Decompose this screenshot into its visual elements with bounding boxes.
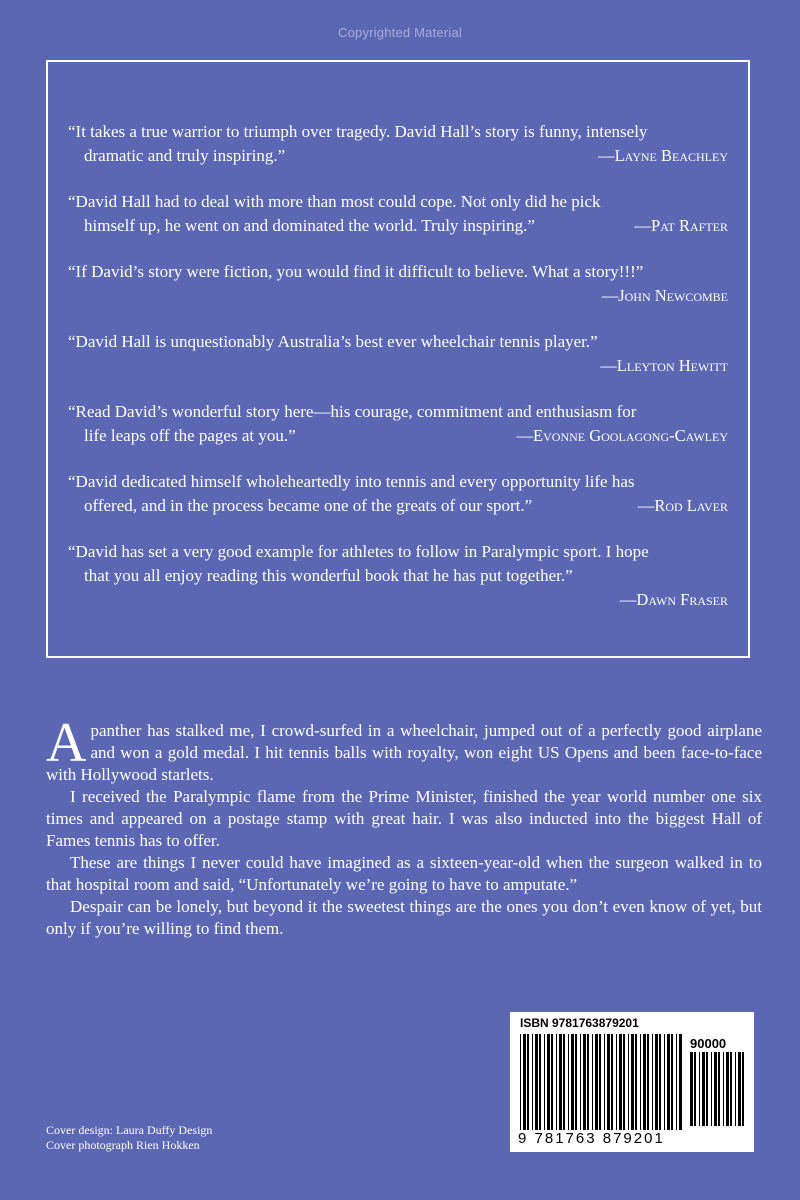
price-code: 90000 xyxy=(690,1036,727,1051)
cover-design-credit: Cover design: Laura Duffy Design xyxy=(46,1123,213,1137)
isbn-barcode xyxy=(510,1012,754,1152)
endorsement-quote: “If David’s story were fiction, you would find it difficult to believe. What a story!!!” —John Newcombe xyxy=(68,260,728,308)
blurb-paragraph: I received the Paralympic flame from the Prime Minister, finished the year world number one six times and appeared on a postage stamp with great hair. I was also inducted into the biggest Hall of Fames tennis has to offer. xyxy=(46,787,762,850)
price-barcode-bars xyxy=(690,1052,746,1126)
watermark-top: Copyrighted Material xyxy=(338,25,462,40)
endorsements-box xyxy=(46,60,750,658)
endorsement-author: —Layne Beachley xyxy=(598,146,728,165)
endorsement-quote: “David Hall had to deal with more than most could cope. Not only did he pick himself up, he went on and dominated the world. Truly inspiring.” —Pat Rafter xyxy=(68,190,728,238)
drop-cap: A xyxy=(46,712,87,774)
endorsement-quote: “David Hall is unquestionably Australia’s best ever wheelchair tennis player.” —Lleyton Hewitt xyxy=(68,330,728,378)
endorsement-author: —Pat Rafter xyxy=(634,216,728,235)
endorsement-author: —Rod Laver xyxy=(637,496,728,515)
blurb-paragraph: Apanther has stalked me, I crowd-surfed in a wheelchair, jumped out of a perfectly good airplane and won a gold medal. I hit tennis balls with royalty, won eight US Opens and been face-to-face with Hollywood starlets. xyxy=(46,712,762,784)
endorsement-quote: “David has set a very good example for athletes to follow in Paralympic sport. I hope that you all enjoy reading this wonderful book that he has put together.” —Dawn Fraser xyxy=(68,540,728,612)
endorsement-quote: “It takes a true warrior to triumph over tragedy. David Hall’s story is funny, intensely dramatic and truly inspiring.” —Layne Beachley xyxy=(68,120,728,168)
endorsement-quote: “Read David’s wonderful story here—his courage, commitment and enthusiasm for life leaps off the pages at you.” —Evonne Goolagong-Cawley xyxy=(68,400,728,448)
cover-credits xyxy=(46,1123,212,1153)
cover-photo-credit: Cover photograph Rien Hokken xyxy=(46,1138,200,1152)
barcode-digits: 9 781763 879201 xyxy=(518,1130,665,1147)
blurb-paragraph: Despair can be lonely, but beyond it the sweetest things are the ones you don’t even know of yet, but only if you’re willing to find them. xyxy=(46,897,762,938)
isbn-label: ISBN 9781763879201 xyxy=(520,1016,639,1030)
endorsement-author: —Evonne Goolagong-Cawley xyxy=(516,426,728,445)
endorsement-author: —John Newcombe xyxy=(601,286,728,305)
barcode-bars xyxy=(520,1034,684,1130)
endorsement-author: —Lleyton Hewitt xyxy=(600,356,728,375)
endorsement-author: —Dawn Fraser xyxy=(619,590,728,609)
back-cover-blurb xyxy=(46,712,762,940)
blurb-paragraph: These are things I never could have imagined as a sixteen-year-old when the surgeon walked in to that hospital room and said, “Unfortunately we’re going to have to amputate.” xyxy=(46,853,762,894)
endorsement-quote: “David dedicated himself wholeheartedly into tennis and every opportunity life has offered, and in the process became one of the greats of our sport.” —Rod Laver xyxy=(68,470,728,518)
